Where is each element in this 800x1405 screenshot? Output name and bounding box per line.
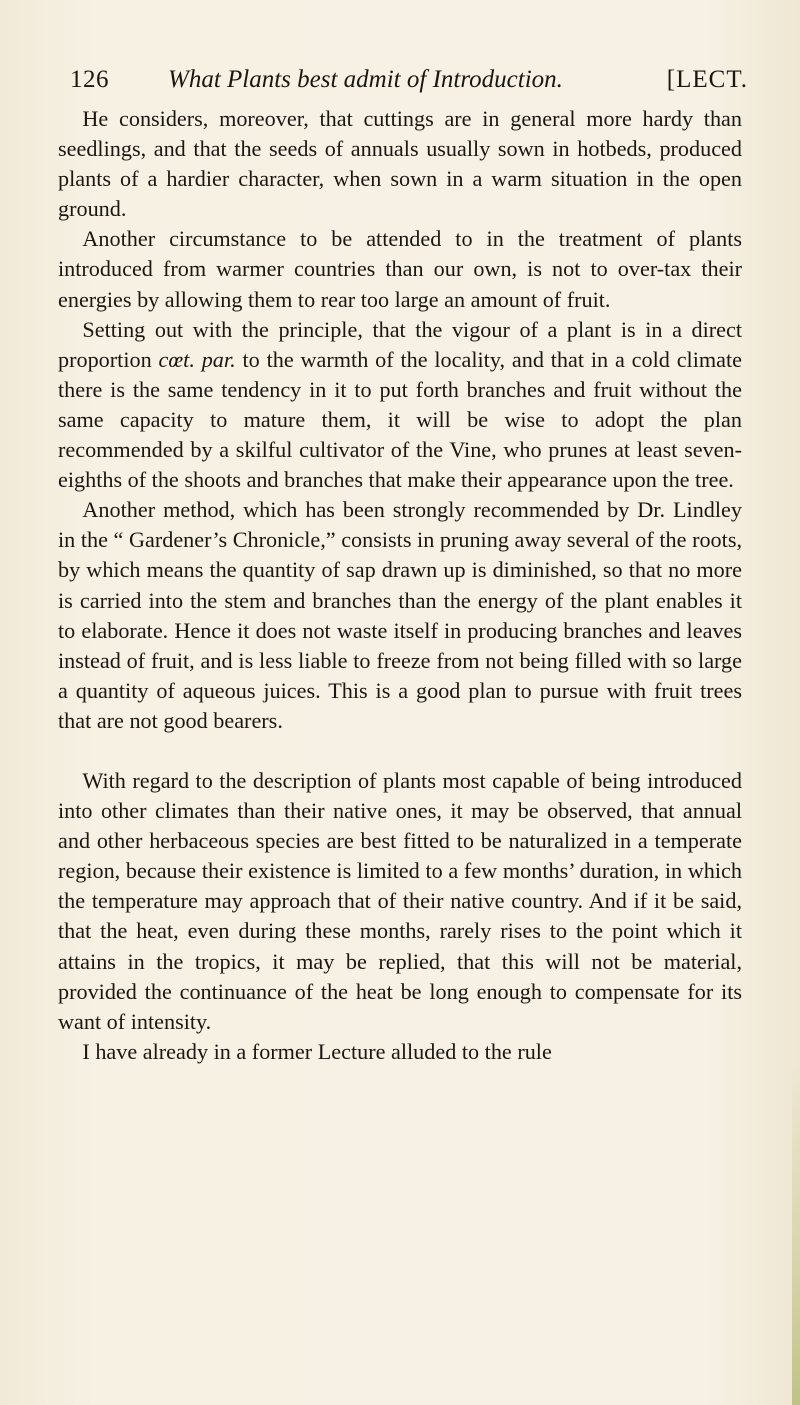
paragraph-text: Another circumstance to be attended to in the treatment of plants introduced from warmer countries than our own, is not to over-tax their energies by allowing them to rear too large an amount of fruit. xyxy=(58,226,742,312)
paragraph-text: He considers, moreover, that cuttings are in general more hardy than seedlings, and that the seeds of annuals usually sown in hotbeds, produced plants of a hardier character, when sown in a warm situation in the open ground. xyxy=(58,106,742,222)
paragraph-text: Setting out with the principle, that the vigour of a plant is in a direct proportion xyxy=(58,316,742,372)
running-head xyxy=(58,62,748,98)
latin-phrase: cœt. par. xyxy=(158,346,236,372)
lecture-marker: [LECT. xyxy=(666,66,748,93)
paragraph-herbaceous-species xyxy=(58,766,742,1037)
paragraph-text: to the warmth of the locality, and that in a cold climate there is the same tendency in it to put forth branches and fruit without the same capacity to mature them, it will be wise to adopt the plan recommended by a skilful cultivator of the Vine, who prunes at least seven-eighths of the shoots and branches that make their appearance upon the tree. xyxy=(58,346,742,493)
paragraph-text: With regard to the description of plants most capable of being introduced into other climates than their native ones, it may be observed, that annual and other herbaceous species are best fitted to be naturalized in a temperate region, because their existence is limited to a few months’ duration, in which the temperature may approach that of their native country. And if it be said, that the heat, even during these months, rarely rises to the point which it attains in the tropics, it may be replied, that this will not be material, provided the continuance of the heat be long enough to compensate for its want of intensity. xyxy=(58,767,742,1034)
body-text xyxy=(58,104,742,1067)
paragraph-cuttings-hardiness xyxy=(58,104,742,224)
running-title: What Plants best admit of Introduction. xyxy=(168,66,563,93)
paragraph-over-tax-energies xyxy=(58,224,742,314)
paragraph-former-lecture xyxy=(58,1037,742,1067)
paragraph-vigour-principle xyxy=(58,315,742,496)
page-edge-stain xyxy=(792,1060,800,1405)
paragraph-root-pruning xyxy=(58,495,742,736)
page-number: 126 xyxy=(70,66,109,93)
paragraph-text: Another method, which has been strongly recommended by Dr. Lindley in the “ Gardener’s Chronicle,” consists in pruning away several of the roots, by which means the quantity of sap drawn up is diminished, so that no more is carried into the stem and branches than the energy of the plant enables it to elaborate. Hence it does not waste itself in producing branches and leaves instead of fruit, and is less liable to freeze from not being filled with so large a quantity of aqueous juices. This is a good plan to pursue with fruit trees that are not good bearers. xyxy=(58,497,742,733)
paragraph-text: I have already in a former Lecture alluded to the rule xyxy=(82,1038,552,1064)
